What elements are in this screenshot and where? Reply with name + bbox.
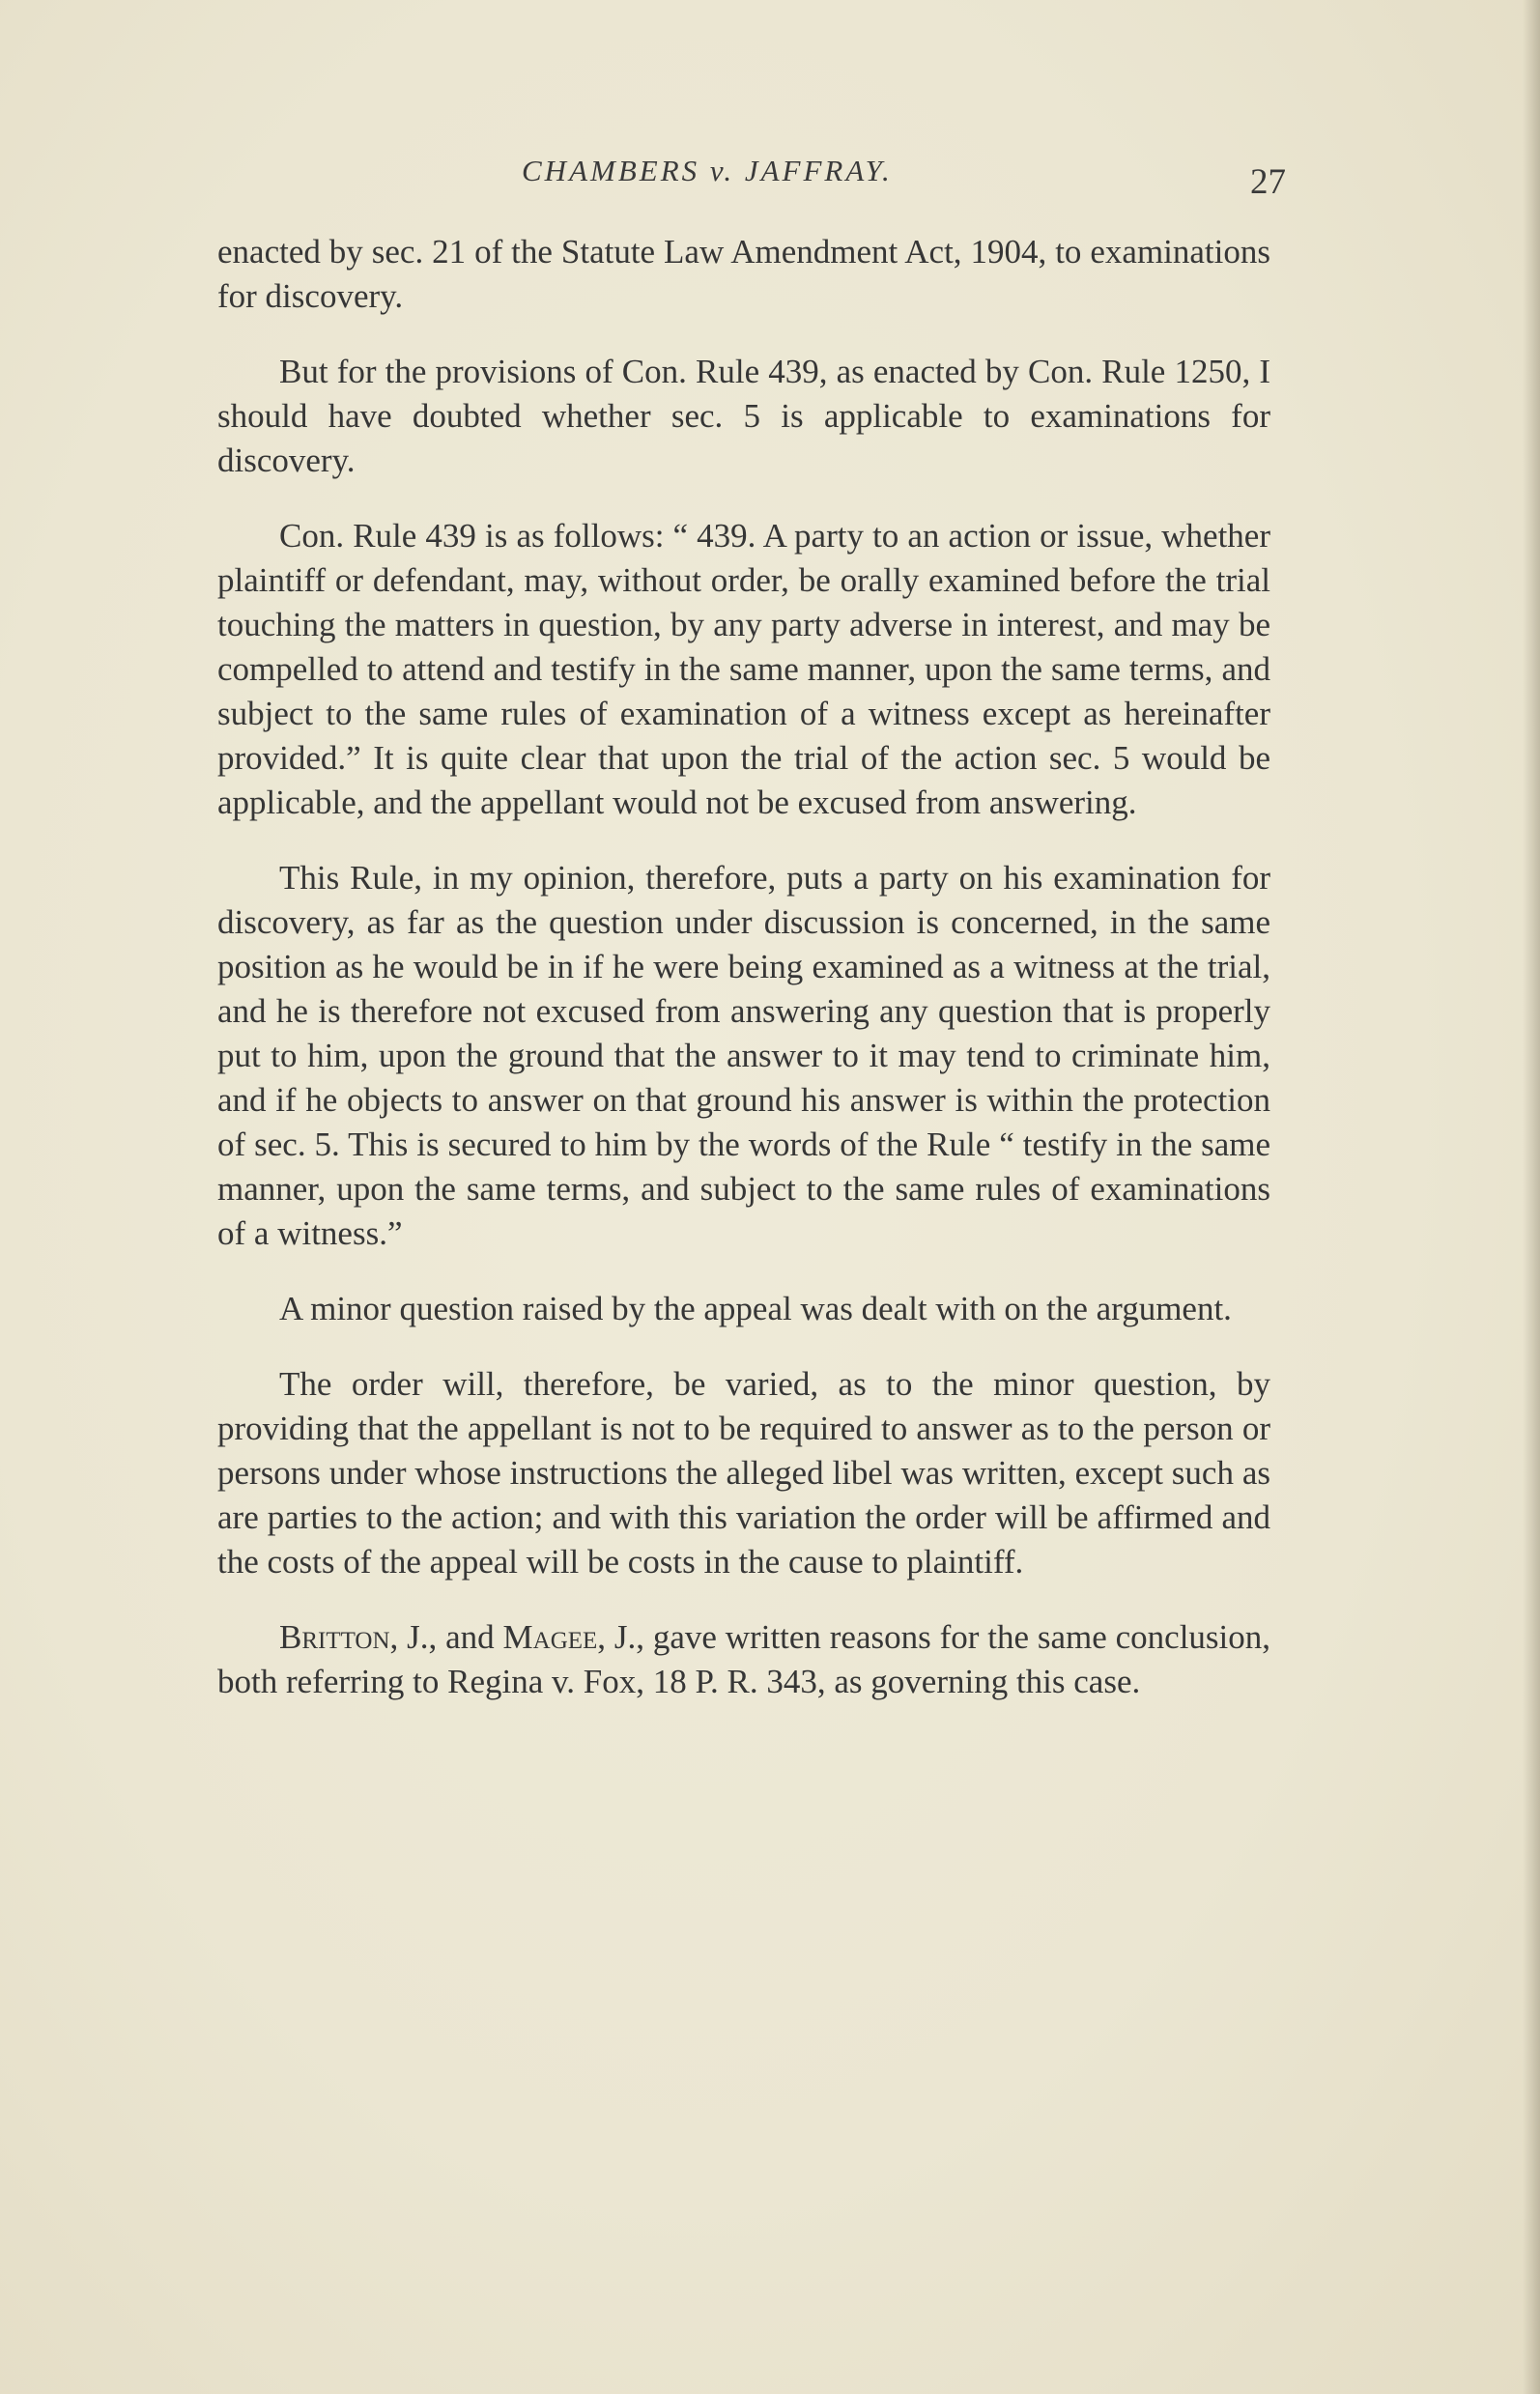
concurring-text: , J., gave written reasons for the same conclusion, both referring to Regina v. Fox, 18 P. R. 343, as governing this case. bbox=[217, 1618, 1271, 1700]
paragraph-minor-question: A minor question raised by the appeal was dealt with on the argument. bbox=[279, 1290, 1232, 1327]
page-number: 27 bbox=[1250, 162, 1286, 202]
judge-name-britton: Britton bbox=[279, 1618, 390, 1656]
paragraph-order-varied: The order will, therefore, be varied, as to the minor question, by providing that the appellant is not to be required to answer as to the person or persons under whose instructions the alleged libel was written, except such as are parties to the action; and with this variation the order will be affirmed and the costs of the appeal will be costs in the cause to plaintiff. bbox=[217, 1365, 1270, 1581]
paragraph-continuation: enacted by sec. 21 of the Statute Law Amendment Act, 1904, to examinations for discovery. bbox=[217, 233, 1270, 315]
judge-name-magee: Magee bbox=[502, 1618, 598, 1656]
page-edge-shadow bbox=[1523, 0, 1540, 2394]
paragraph-rule-opinion: This Rule, in my opinion, therefore, puts a party on his examination for discovery, as far as the question under discussion is concerned, in the same position as he would be in if he were being examined as a witness at the trial, and he is therefore not excused from answering any question that is properly put to him, upon the ground that the answer to it may tend to criminate him, and if he objects to answer on that ground his answer is within the protection of sec. 5. This is secured to him by the words of the Rule “ testify in the same manner, upon the same terms, and subject to the same rules of examinations of a witness.” bbox=[217, 859, 1270, 1252]
page-header bbox=[217, 150, 1286, 202]
judges-connector: , J., and bbox=[389, 1618, 503, 1656]
running-title: CHAMBERS v. JAFFRAY. bbox=[522, 154, 893, 187]
paragraph-concurring-judges bbox=[217, 1615, 1270, 1704]
paragraph-rule-439-quote: Con. Rule 439 is as follows: “ 439. A party to an action or issue, whether plaintiff or defendant, may, without order, be orally examined before the trial touching the matters in question, by any party adverse in interest, and may be compelled to attend and testify in the same manner, upon the same terms, and subject to the same rules of examination of a witness except as hereinafter provided.” It is quite clear that upon the trial of the action sec. 5 would be applicable, and the appellant would not be excused from answering. bbox=[217, 517, 1270, 821]
paragraph-con-rule-provisions: But for the provisions of Con. Rule 439, as enacted by Con. Rule 1250, I should have doubted whether sec. 5 is applicable to examinations for discovery. bbox=[217, 353, 1270, 479]
body-text bbox=[217, 230, 1270, 1735]
